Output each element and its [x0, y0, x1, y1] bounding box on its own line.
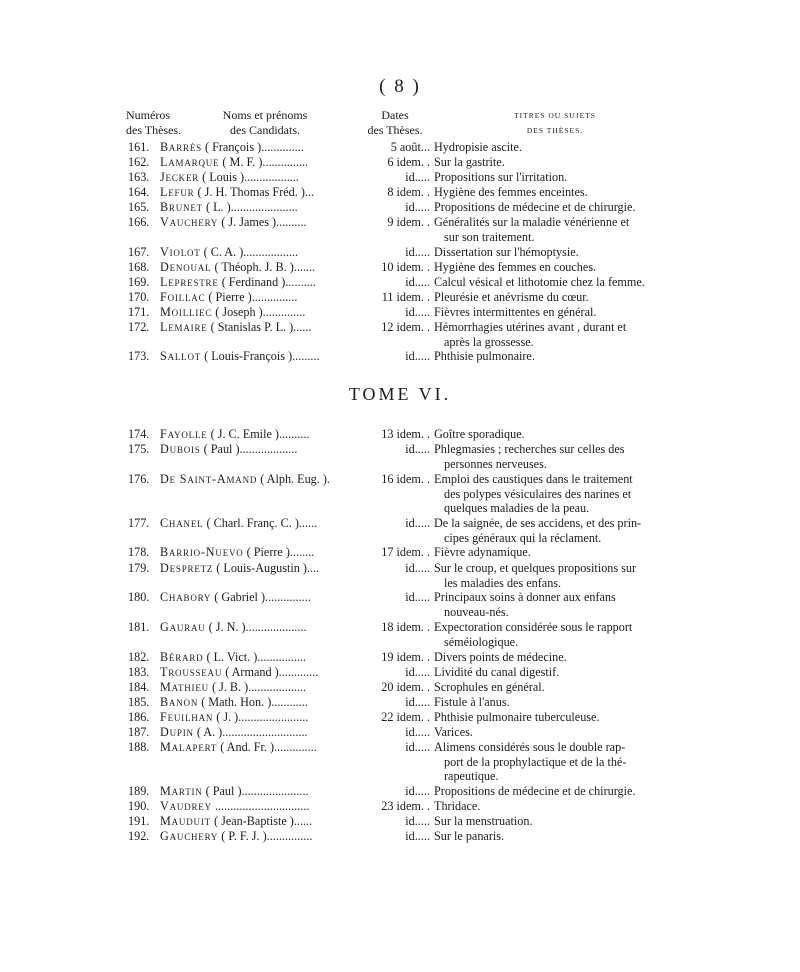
thesis-date: 11 idem. . — [381, 290, 430, 304]
candidate-surname: Bérard — [160, 650, 204, 664]
thesis-title-line: après la grossesse. — [444, 334, 534, 349]
candidate-name — [160, 590, 311, 605]
candidate-given-names: ( P. F. J. )............... — [218, 829, 313, 843]
candidate-name — [160, 650, 306, 665]
candidate-name — [160, 710, 308, 725]
candidate-name — [160, 545, 314, 560]
thesis-date: 12 idem. . — [381, 320, 430, 334]
thesis-date: 20 idem. . — [381, 680, 430, 694]
candidate-given-names: ( J. H. Thomas Fréd. )... — [194, 185, 315, 199]
thesis-title-line: Thridace. — [434, 799, 481, 813]
thesis-title-line: Hémorrhagies utérines avant , durant et — [434, 320, 627, 334]
thesis-date: id..... — [405, 200, 430, 214]
thesis-number: 187. — [128, 725, 150, 739]
thesis-number: 191. — [128, 814, 150, 828]
candidate-given-names: ............................... — [211, 799, 310, 813]
candidate-name — [160, 472, 330, 487]
thesis-title-line: sur son traitement. — [444, 229, 535, 244]
candidate-surname: Feuilhan — [160, 710, 214, 724]
thesis-title-line: Généralités sur la maladie vénérienne et — [434, 215, 630, 229]
header-dates-1: Dates — [381, 108, 409, 122]
thesis-number: 177. — [128, 516, 150, 530]
candidate-given-names: ( Jean-Baptiste )...... — [210, 814, 313, 828]
thesis-date: 16 idem. . — [381, 472, 430, 486]
thesis-title-line: Sur la gastrite. — [434, 155, 505, 169]
candidate-name — [160, 245, 298, 260]
candidate-surname: Foillac — [160, 290, 206, 304]
header-numbers-1: Numéros — [126, 108, 170, 122]
candidate-name — [160, 185, 314, 200]
thesis-title-line: Alimens considérés sous le double rap- — [434, 740, 626, 754]
thesis-title-line: Divers points de médecine. — [434, 650, 567, 664]
thesis-title-line: Pleurésie et anévrisme du cœur. — [434, 290, 589, 304]
candidate-surname: Barrès — [160, 140, 202, 154]
candidate-given-names: ( Gabriel )............... — [211, 590, 311, 604]
thesis-number: 180. — [128, 590, 150, 604]
thesis-title-line: Hygiène des femmes en couches. — [434, 260, 597, 274]
thesis-date: id..... — [405, 170, 430, 184]
candidate-surname: Martin — [160, 784, 203, 798]
candidate-given-names: ( C. A. ).................. — [200, 245, 299, 259]
candidate-name — [160, 215, 307, 230]
thesis-title-line: Varices. — [434, 725, 473, 739]
candidate-name — [160, 260, 315, 275]
thesis-date: 6 idem. . — [387, 155, 430, 169]
thesis-date: id..... — [405, 784, 430, 798]
candidate-given-names: ( Math. Hon. )............ — [198, 695, 308, 709]
thesis-number: 170. — [128, 290, 150, 304]
candidate-given-names: ( J. C. Emile ).......... — [207, 427, 310, 441]
thesis-date: id..... — [405, 740, 430, 754]
candidate-surname: Dupin — [160, 725, 194, 739]
thesis-title-line: De la saignée, de ses accidens, et des prin- — [434, 516, 642, 530]
candidate-surname: Leprestre — [160, 275, 219, 289]
candidate-surname: Vauchery — [160, 215, 219, 229]
thesis-date: 13 idem. . — [381, 427, 430, 441]
thesis-title-line: Propositions de médecine et de chirurgie. — [434, 784, 636, 798]
candidate-given-names: ( Ferdinand ).......... — [218, 275, 316, 289]
thesis-title-line: nouveau-nés. — [444, 604, 509, 619]
candidate-name — [160, 740, 317, 755]
thesis-number: 189. — [128, 784, 150, 798]
thesis-title-line: quelques maladies de la peau. — [444, 501, 590, 516]
thesis-title-line: des polypes vésiculaires des narines et — [444, 486, 632, 501]
thesis-date: id..... — [405, 590, 430, 604]
thesis-number: 183. — [128, 665, 150, 679]
candidate-given-names: ( Charl. Franç. C. )...... — [203, 516, 318, 530]
candidate-given-names: ( J. N. ).................... — [205, 620, 307, 634]
thesis-number: 168. — [128, 260, 150, 274]
thesis-date: 5 août... — [390, 140, 430, 154]
thesis-title-line: Sur la menstruation. — [434, 814, 533, 828]
thesis-date: id..... — [405, 814, 430, 828]
thesis-title-line: port de la prophylactique et de la thé- — [444, 754, 627, 769]
thesis-date: id..... — [405, 561, 430, 575]
candidate-surname: Brunet — [160, 200, 203, 214]
thesis-title-line: Calcul vésical et lithotomie chez la femme. — [434, 275, 645, 289]
thesis-title-line: Hygiène des femmes enceintes. — [434, 185, 588, 199]
candidate-given-names: ( Louis-François )......... — [201, 349, 320, 363]
thesis-title-line: Fistule à l'anus. — [434, 695, 510, 709]
candidate-surname: Jecker — [160, 170, 200, 184]
header-titles-1: TITRES OU SUJETS — [514, 111, 596, 120]
candidate-surname: Dubois — [160, 442, 201, 456]
thesis-title-line: Fièvre adynamique. — [434, 545, 531, 559]
candidate-surname: Lamarque — [160, 155, 220, 169]
thesis-title-line: Goître sporadique. — [434, 427, 525, 441]
candidate-surname: Despretz — [160, 561, 214, 575]
header-numbers-2: des Thèses. — [126, 123, 182, 137]
thesis-title-line: Emploi des caustiques dans le traitement — [434, 472, 633, 486]
thesis-date: 10 idem. . — [381, 260, 430, 274]
candidate-given-names: ( Alph. Eug. ). — [257, 472, 330, 486]
candidate-given-names: ( Paul )...................... — [202, 784, 309, 798]
candidate-name — [160, 799, 309, 814]
thesis-date: id..... — [405, 665, 430, 679]
candidate-surname: Banon — [160, 695, 199, 709]
candidate-name — [160, 290, 297, 305]
candidate-given-names: ( J. B. )................... — [208, 680, 307, 694]
thesis-title-line: Scrophules en général. — [434, 680, 545, 694]
thesis-number: 161. — [128, 140, 150, 154]
thesis-number: 188. — [128, 740, 150, 754]
candidate-surname: Violot — [160, 245, 201, 259]
thesis-date: 17 idem. . — [381, 545, 430, 559]
candidate-given-names: ( M. F. )............... — [219, 155, 309, 169]
candidate-given-names: ( Louis-Augustin ).... — [213, 561, 320, 575]
candidate-given-names: ( And. Fr. ).............. — [217, 740, 317, 754]
candidate-given-names: ( L. )...................... — [202, 200, 298, 214]
candidate-name — [160, 305, 305, 320]
thesis-number: 174. — [128, 427, 150, 441]
thesis-date: id..... — [405, 305, 430, 319]
candidate-name — [160, 665, 318, 680]
thesis-date: 8 idem. . — [387, 185, 430, 199]
candidate-name — [160, 170, 299, 185]
candidate-name — [160, 725, 308, 740]
thesis-date: 22 idem. . — [381, 710, 430, 724]
candidate-surname: Sallot — [160, 349, 202, 363]
header-names-1: Noms et prénoms — [222, 108, 308, 122]
candidate-surname: Vaudrey — [160, 799, 212, 813]
candidate-name — [160, 200, 298, 215]
thesis-number: 178. — [128, 545, 150, 559]
candidate-surname: Lefur — [160, 185, 195, 199]
candidate-given-names: ( J. James ).......... — [218, 215, 307, 229]
thesis-number: 192. — [128, 829, 150, 843]
candidate-surname: Chanel — [160, 516, 204, 530]
candidate-given-names: ( Stanislas P. L. )...... — [207, 320, 312, 334]
candidate-given-names: ( Théoph. J. B. )....... — [211, 260, 316, 274]
candidate-name — [160, 561, 319, 576]
candidate-given-names: ( Armand )............. — [222, 665, 319, 679]
thesis-number: 167. — [128, 245, 150, 259]
thesis-title-line: cipes généraux qui la réclament. — [444, 530, 602, 545]
candidate-surname: Gauchery — [160, 829, 219, 843]
thesis-title-line: Propositions de médecine et de chirurgie. — [434, 200, 636, 214]
candidate-name — [160, 814, 312, 829]
candidate-surname: Malapert — [160, 740, 218, 754]
candidate-surname: Barrio-Nuevo — [160, 545, 244, 559]
candidate-given-names: ( L. Vict. )................ — [203, 650, 307, 664]
candidate-surname: Chabory — [160, 590, 212, 604]
candidate-surname: Mauduit — [160, 814, 211, 828]
candidate-surname: Denoual — [160, 260, 212, 274]
thesis-number: 181. — [128, 620, 150, 634]
candidate-given-names: ( J. )....................... — [213, 710, 309, 724]
candidate-surname: Lemaire — [160, 320, 208, 334]
candidate-name — [160, 442, 297, 457]
thesis-title-line: Sur le panaris. — [434, 829, 505, 843]
thesis-title-line: Hydropisie ascite. — [434, 140, 522, 154]
candidate-name — [160, 427, 309, 442]
thesis-date: id..... — [405, 829, 430, 843]
thesis-date: 19 idem. . — [381, 650, 430, 664]
thesis-number: 164. — [128, 185, 150, 199]
thesis-date: id..... — [405, 442, 430, 456]
thesis-title-line: les maladies des enfans. — [444, 575, 562, 590]
thesis-number: 185. — [128, 695, 150, 709]
candidate-name — [160, 516, 317, 531]
header-dates-2: des Thèses. — [367, 123, 423, 137]
header-names-2: des Candidats. — [230, 123, 300, 137]
thesis-number: 172. — [128, 320, 150, 334]
thesis-title-line: Phthisie pulmonaire. — [434, 349, 535, 363]
thesis-number: 184. — [128, 680, 150, 694]
thesis-number: 179. — [128, 561, 150, 575]
candidate-surname: Mathieu — [160, 680, 209, 694]
thesis-number: 163. — [128, 170, 150, 184]
candidate-surname: Gaurau — [160, 620, 206, 634]
candidate-given-names: ( Pierre )........ — [243, 545, 315, 559]
candidate-name — [160, 275, 316, 290]
thesis-number: 173. — [128, 349, 150, 363]
thesis-title-line: rapeutique. — [444, 769, 499, 784]
thesis-title-line: Phlegmasies ; recherches sur celles des — [434, 442, 625, 456]
thesis-title-line: Sur le croup, et quelques propositions sur — [434, 561, 637, 575]
candidate-name — [160, 140, 304, 155]
candidate-name — [160, 695, 308, 710]
candidate-surname: De Saint-Amand — [160, 472, 258, 486]
candidate-given-names: ( François ).............. — [201, 140, 304, 154]
thesis-title-line: personnes nerveuses. — [444, 456, 547, 471]
thesis-number: 190. — [128, 799, 150, 813]
thesis-date: 9 idem. . — [387, 215, 430, 229]
thesis-number: 186. — [128, 710, 150, 724]
candidate-name — [160, 320, 311, 335]
page-number: ( 8 ) — [379, 76, 421, 97]
candidate-name — [160, 680, 306, 695]
thesis-title-line: Propositions sur l'irritation. — [434, 170, 568, 184]
thesis-number: 166. — [128, 215, 150, 229]
candidate-given-names: ( Paul )................... — [200, 442, 298, 456]
thesis-title-line: Dissertation sur l'hémoptysie. — [434, 245, 579, 259]
thesis-title-line: Lividité du canal digestif. — [434, 665, 560, 679]
candidate-given-names: ( Pierre )............... — [205, 290, 298, 304]
thesis-date: 18 idem. . — [381, 620, 430, 634]
thesis-title-line: Principaux soins à donner aux enfans — [434, 590, 616, 604]
candidate-name — [160, 829, 312, 844]
thesis-number: 175. — [128, 442, 150, 456]
thesis-date: 23 idem. . — [381, 799, 430, 813]
candidate-surname: Moilliec — [160, 305, 213, 319]
candidate-name — [160, 784, 309, 799]
candidate-surname: Fayolle — [160, 427, 208, 441]
thesis-date: id..... — [405, 725, 430, 739]
header-titles-2: DES THÈSES. — [526, 126, 584, 135]
thesis-number: 165. — [128, 200, 150, 214]
thesis-number: 162. — [128, 155, 150, 169]
thesis-date: id..... — [405, 245, 430, 259]
thesis-date: id..... — [405, 516, 430, 530]
thesis-date: id..... — [405, 275, 430, 289]
thesis-date: id..... — [405, 695, 430, 709]
thesis-title-line: Expectoration considérée sous le rapport — [434, 620, 633, 634]
thesis-number: 171. — [128, 305, 150, 319]
thesis-title-line: Phthisie pulmonaire tuberculeuse. — [434, 710, 600, 724]
candidate-given-names: ( Joseph ).............. — [212, 305, 306, 319]
candidate-name — [160, 620, 307, 635]
thesis-number: 169. — [128, 275, 150, 289]
candidate-given-names: ( A. )............................ — [193, 725, 308, 739]
section-title: TOME VI. — [348, 384, 452, 404]
candidate-name — [160, 155, 308, 170]
candidate-given-names: ( Louis ).................. — [199, 170, 299, 184]
thesis-title-line: séméiologique. — [444, 634, 519, 649]
candidate-name — [160, 349, 320, 364]
thesis-number: 182. — [128, 650, 150, 664]
thesis-title-line: Fièvres intermittentes en général. — [434, 305, 597, 319]
candidate-surname: Trousseau — [160, 665, 223, 679]
thesis-date: id..... — [405, 349, 430, 363]
thesis-number: 176. — [128, 472, 150, 486]
